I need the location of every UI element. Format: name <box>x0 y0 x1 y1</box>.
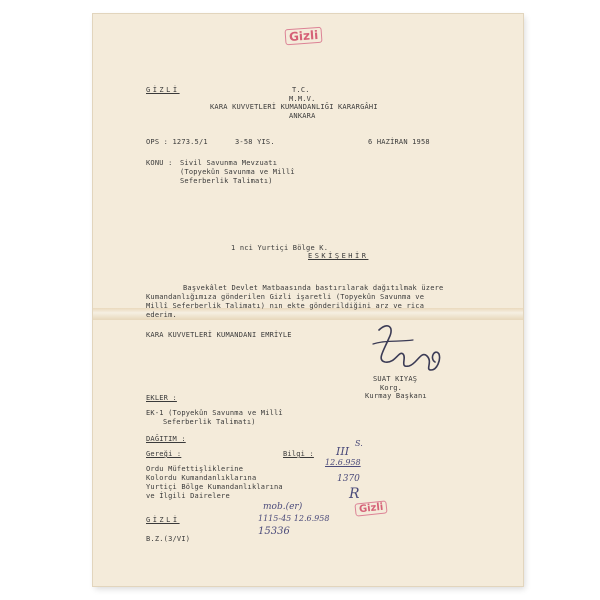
handwritten-info-2: 12.6.958 <box>325 458 361 467</box>
signature <box>369 320 449 378</box>
body-line-2: Kumandanlığımıza gönderilen Gizli işaretli (Topyekûn Savunma ve <box>146 293 425 301</box>
signatory-name: SUAT KIYAŞ <box>373 375 418 383</box>
handwritten-note-3: 15336 <box>258 526 290 537</box>
subject-line-1: Sivil Savunma Mevzuatı <box>180 159 278 167</box>
handwritten-info-3: 1370 <box>337 474 360 484</box>
body-line-3: Millî Seferberlik Talimatı) nın ekte gönderildiğini arz ve rica <box>146 302 425 310</box>
distribution-item: ve İlgili Dairelere <box>146 492 230 500</box>
ops-reference: OPS : 1273.5/1 <box>146 138 208 146</box>
distribution-item: Kolordu Kumandanlıklarına <box>146 474 257 482</box>
classification-header: GİZLİ <box>146 86 180 94</box>
body-line-1: Başvekâlet Devlet Matbaasında bastırılarak dağıtılmak üzere <box>183 284 444 292</box>
subject-line-2: (Topyekûn Savunma ve Millî <box>180 168 295 176</box>
action-label: Gereği : <box>146 450 182 458</box>
info-label: Bilgi : <box>283 450 314 458</box>
distribution-heading: DAĞITIM : <box>146 435 186 443</box>
handwritten-info-1-sup: S. <box>355 439 363 448</box>
city-label: ANKARA <box>289 112 316 120</box>
subject-line-3: Seferberlik Talimatı) <box>180 177 273 185</box>
handwritten-note-1: mob.(er) <box>263 502 303 512</box>
attachments-heading: EKLER : <box>146 394 177 402</box>
state-label: T.C. <box>292 86 310 94</box>
body-line-4: ederim. <box>146 311 177 319</box>
distribution-item: Yurtiçi Bölge Kumandanlıklarına <box>146 483 283 491</box>
recipient-unit: 1 nci Yurtiçi Bölge K. <box>231 244 329 252</box>
document-date: 6 HAZİRAN 1958 <box>368 138 430 146</box>
recipient-city: ESKİŞEHİR <box>308 252 369 260</box>
attachment-line-1: EK-1 (Topyekûn Savunma ve Millî <box>146 409 283 417</box>
signatory-rank: Korg. <box>380 384 403 392</box>
gizli-stamp-bottom: Gizli <box>354 500 387 516</box>
file-number: 3-58 YIS. <box>235 138 275 146</box>
gizli-stamp-top: Gizli <box>284 27 322 46</box>
document-page <box>93 14 523 586</box>
signatory-title: Kurmay Başkanı <box>365 392 427 400</box>
ministry-label: M.M.V. <box>289 95 316 103</box>
handwritten-note-2: 1115-45 12.6.958 <box>258 514 330 523</box>
distribution-item: Ordu Müfettişliklerine <box>146 465 244 473</box>
headquarters-label: KARA KUVVETLERİ KUMANDANLIĞI KARARGÂHI <box>210 103 378 111</box>
classification-footer: GİZLİ <box>146 516 180 524</box>
handwritten-info-4: R <box>349 486 360 502</box>
handwritten-info-1: III <box>336 445 350 458</box>
order-line: KARA KUVVETLERİ KUMANDANI EMRİYLE <box>146 331 292 339</box>
subject-label: KONU : <box>146 159 173 167</box>
footer-code: B.Z.(3/VI) <box>146 535 191 543</box>
attachment-line-2: Seferberlik Talimatı) <box>163 418 256 426</box>
